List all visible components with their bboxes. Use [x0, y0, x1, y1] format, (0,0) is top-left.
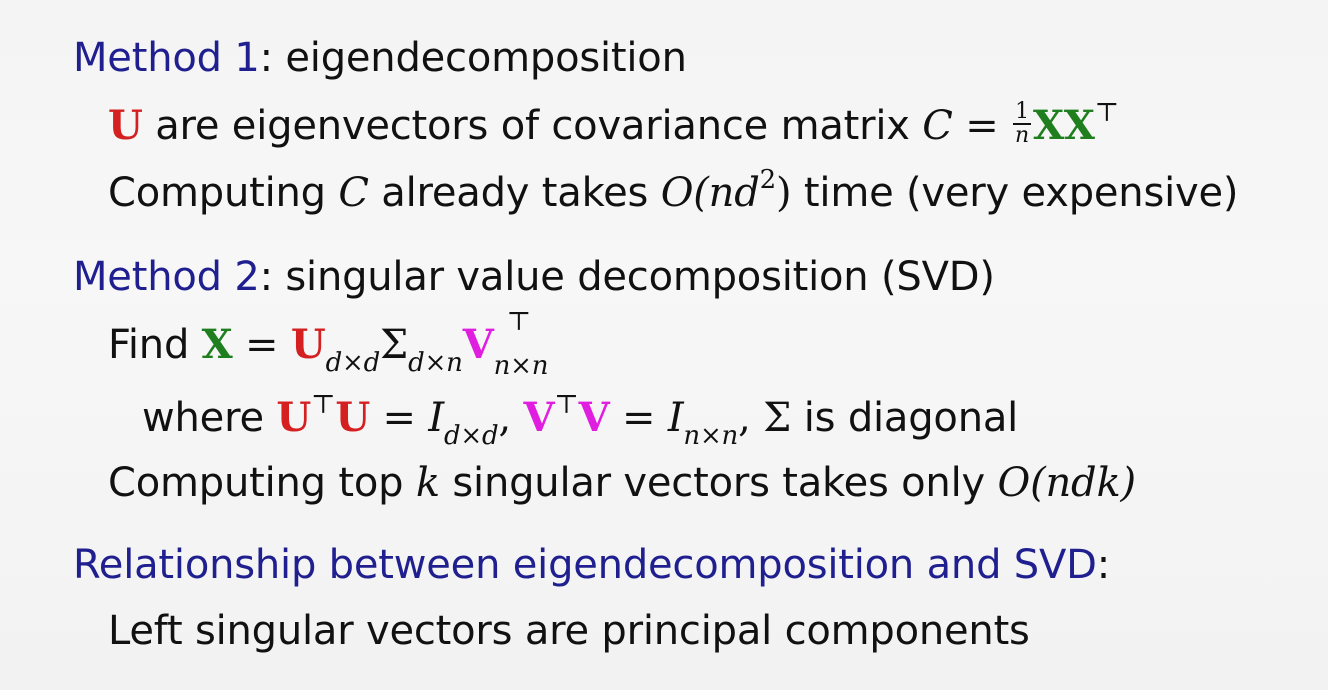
matrix-XX: XX	[1033, 102, 1095, 149]
svd-equation-line	[108, 307, 549, 381]
principal-components-text: Left singular vectors are principal components	[108, 608, 1030, 654]
where-label: where	[142, 395, 264, 441]
method2-heading-line	[73, 253, 995, 301]
svd-V-subscript: n×n	[493, 351, 549, 381]
computing-top-k-line	[108, 459, 1136, 507]
method2-heading-rest: : singular value decomposition (SVD)	[259, 254, 995, 300]
where-U2: U	[335, 394, 371, 441]
fraction-numerator: 1	[1013, 101, 1031, 125]
method1-line-eigenvectors	[108, 97, 1119, 151]
matrix-U: U	[108, 102, 143, 149]
method1-heading-rest: : eigendecomposition	[259, 35, 687, 81]
squared-exponent: 2	[759, 164, 776, 195]
relationship-heading-line	[73, 541, 1110, 589]
singular-vectors-text: singular vectors takes only	[452, 460, 985, 506]
relationship-heading: Relationship between eigendecomposition and SVD	[73, 542, 1097, 588]
computing-text: Computing	[108, 170, 326, 216]
equals-sign: =	[965, 103, 999, 149]
svd-equals: =	[245, 322, 279, 368]
covariance-C: C	[922, 103, 953, 149]
identity-I-d: I	[428, 395, 444, 441]
svd-X: X	[201, 321, 233, 368]
where-V-transpose: ⊤	[554, 389, 579, 420]
svd-V-transpose: ⊤	[506, 307, 531, 337]
where-U-transpose: ⊤	[311, 389, 336, 420]
where-equals-2: =	[621, 395, 656, 441]
fraction-denominator: n	[1015, 123, 1030, 148]
complexity-ndk: (ndk)	[1030, 460, 1136, 506]
comma-1: ,	[498, 395, 511, 441]
where-line	[142, 389, 1019, 451]
method1-heading-line	[73, 34, 687, 82]
method1-line-computing	[108, 164, 1239, 217]
svd-U: U	[290, 321, 326, 368]
computing-C: C	[338, 170, 369, 216]
method2-heading: Method 2	[73, 254, 260, 300]
close-paren: )	[776, 170, 792, 216]
comma-2: ,	[738, 395, 751, 441]
variable-k: k	[415, 460, 440, 506]
computing-top-text: Computing top	[108, 460, 404, 506]
method1-heading: Method 1	[73, 35, 260, 81]
time-expensive-text: time (very expensive)	[803, 170, 1239, 216]
identity-I-d-subscript: d×d	[443, 421, 499, 451]
svd-V-group	[462, 307, 549, 381]
svd-V: V	[462, 321, 494, 368]
where-U1: U	[276, 394, 312, 441]
big-O: O	[660, 170, 694, 216]
where-Sigma: Σ	[763, 395, 792, 441]
find-label: Find	[108, 322, 190, 368]
where-V1: V	[523, 394, 555, 441]
where-equals-1: =	[382, 395, 416, 441]
identity-I-n-subscript: n×n	[683, 421, 739, 451]
complexity-arg: (nd	[693, 170, 760, 216]
is-diagonal-text: is diagonal	[803, 395, 1019, 441]
relationship-colon: :	[1096, 542, 1111, 588]
svd-Sigma: Σ	[380, 322, 409, 368]
svd-Sigma-subscript: d×n	[408, 348, 463, 378]
big-O-svd: O	[997, 460, 1031, 506]
transpose-symbol: ⊤	[1094, 97, 1119, 128]
relationship-line	[108, 607, 1030, 655]
where-V2: V	[578, 394, 610, 441]
svd-U-subscript: d×d	[325, 348, 381, 378]
already-takes-text: already takes	[381, 170, 649, 216]
eigenvectors-text: are eigenvectors of covariance matrix	[155, 103, 910, 149]
fraction-one-over-n	[1013, 101, 1031, 147]
identity-I-n: I	[667, 395, 684, 441]
